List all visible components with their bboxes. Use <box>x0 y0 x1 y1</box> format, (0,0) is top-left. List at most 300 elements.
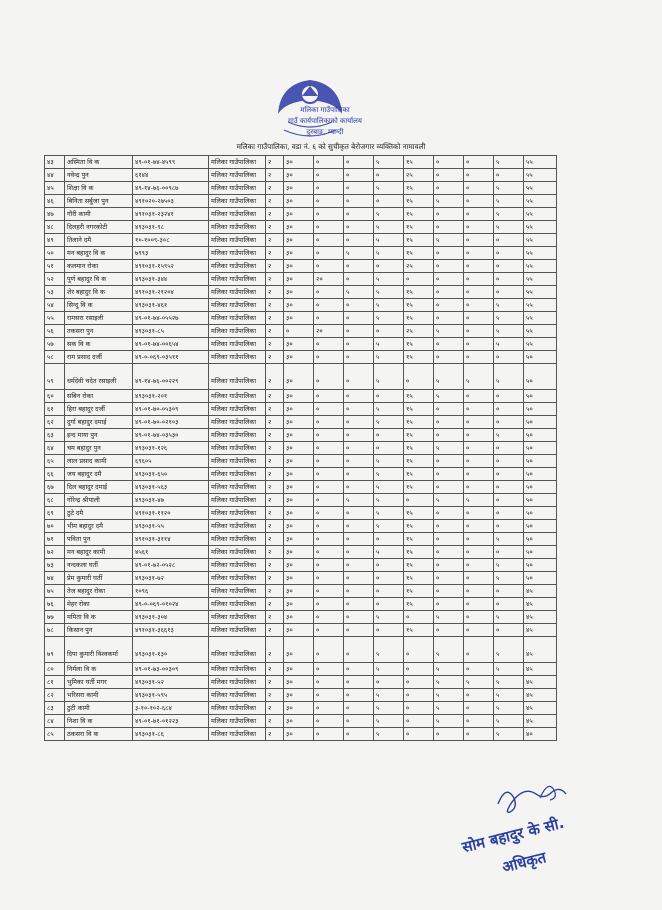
cell-score-g: ० <box>464 325 494 338</box>
cell-score-d: ५ <box>374 208 404 221</box>
cell-total: ५५ <box>524 247 557 260</box>
table-row <box>45 429 557 442</box>
cell-citizenship-no: ४९-०१-७२-०५२८ <box>133 559 209 572</box>
table-row <box>45 520 557 533</box>
cell-score-a: ३० <box>284 403 314 416</box>
cell-score-a: ३० <box>284 559 314 572</box>
cell-score-c: ० <box>344 234 374 247</box>
cell-municipality: मलिका गाउँपालिका <box>209 169 266 182</box>
cell-citizenship-no: ४९-०१-७४-०५५२७ <box>133 312 209 325</box>
cell-score-f: ० <box>434 351 464 364</box>
cell-score-b: ० <box>314 689 344 702</box>
cell-score-d: ५ <box>374 299 404 312</box>
cell-score-a: ३० <box>284 520 314 533</box>
cell-score-f: ० <box>434 208 464 221</box>
cell-municipality: मलिका गाउँपालिका <box>209 598 266 611</box>
cell-name: तिलाने दमै <box>65 234 133 247</box>
cell-ward: २ <box>266 481 284 494</box>
cell-total: ४५ <box>524 702 557 715</box>
cell-ward: २ <box>266 728 284 741</box>
cell-municipality: मलिका गाउँपालिका <box>209 520 266 533</box>
cell-citizenship-no: ४९-०१-७०-०२१०३ <box>133 416 209 429</box>
cell-score-h: ५ <box>494 572 524 585</box>
cell-ward: २ <box>266 260 284 273</box>
table-row <box>45 260 557 273</box>
cell-total: ५० <box>524 572 557 585</box>
cell-score-b: २० <box>314 325 344 338</box>
table-row <box>45 312 557 325</box>
cell-score-d: ५ <box>374 234 404 247</box>
cell-score-h: ५ <box>494 559 524 572</box>
cell-municipality: मलिका गाउँपालिका <box>209 689 266 702</box>
cell-score-f: ० <box>434 169 464 182</box>
cell-score-g: ० <box>464 260 494 273</box>
cell-score-e: १५ <box>404 247 434 260</box>
cell-score-f: ० <box>434 247 464 260</box>
table-row <box>45 481 557 494</box>
cell-score-d: ० <box>374 260 404 273</box>
cell-municipality: मलिका गाउँपालिका <box>209 468 266 481</box>
cell-name: धर्मदेवी चदेत रसाइली <box>65 364 133 390</box>
cell-sn: ७२ <box>45 546 65 559</box>
cell-score-a: ३० <box>284 728 314 741</box>
cell-ward: २ <box>266 195 284 208</box>
cell-score-c: ० <box>344 442 374 455</box>
signature-scribble <box>498 789 566 812</box>
cell-score-b: ० <box>314 195 344 208</box>
cell-score-c: ० <box>344 195 374 208</box>
cell-total: ५० <box>524 468 557 481</box>
cell-score-c: ० <box>344 611 374 624</box>
cell-citizenship-no: ४९-१४-७६-००२२९ <box>133 364 209 390</box>
cell-sn: ६७ <box>45 481 65 494</box>
cell-name: दिलहरी नगरकोटी <box>65 221 133 234</box>
cell-score-e: ० <box>404 273 434 286</box>
cell-sn: ६० <box>45 390 65 403</box>
cell-total: ५५ <box>524 312 557 325</box>
cell-municipality: मलिका गाउँपालिका <box>209 364 266 390</box>
cell-score-a: ३० <box>284 442 314 455</box>
cell-total: ४५ <box>524 663 557 676</box>
cell-score-f: ० <box>434 481 464 494</box>
cell-score-d: ५ <box>374 221 404 234</box>
cell-score-e: २५ <box>404 260 434 273</box>
table-row <box>45 351 557 364</box>
cell-name: दिल बहादुर दमाई <box>65 481 133 494</box>
cell-name: पविता पुन <box>65 533 133 546</box>
table-row <box>45 715 557 728</box>
cell-name: ठुटी कामी <box>65 702 133 715</box>
cell-total: ५० <box>524 390 557 403</box>
cell-score-h: ० <box>494 260 524 273</box>
cell-total: ५५ <box>524 208 557 221</box>
cell-score-f: ० <box>434 286 464 299</box>
cell-score-g: ० <box>464 312 494 325</box>
cell-total: ५० <box>524 351 557 364</box>
cell-name: मेहर रोका <box>65 598 133 611</box>
cell-score-f: ० <box>434 585 464 598</box>
table-row <box>45 364 557 390</box>
cell-score-h: ० <box>494 169 524 182</box>
cell-sn: ५६ <box>45 325 65 338</box>
cell-total: ५० <box>524 507 557 520</box>
cell-total: ५५ <box>524 156 557 169</box>
cell-ward: २ <box>266 390 284 403</box>
cell-score-c: ० <box>344 208 374 221</box>
cell-score-d: ० <box>374 572 404 585</box>
table-row <box>45 546 557 559</box>
table-row <box>45 325 557 338</box>
cell-score-c: ० <box>344 546 374 559</box>
cell-score-h: ५ <box>494 312 524 325</box>
cell-ward: २ <box>266 286 284 299</box>
cell-total: ५५ <box>524 338 557 351</box>
cell-total: ५० <box>524 559 557 572</box>
cell-score-b: ० <box>314 234 344 247</box>
cell-score-f: ५ <box>434 637 464 663</box>
cell-citizenship-no: ७९९३ <box>133 247 209 260</box>
cell-score-a: ३० <box>284 494 314 507</box>
cell-score-f: ० <box>434 221 464 234</box>
cell-score-e: १५ <box>404 546 434 559</box>
cell-score-f: ५ <box>434 234 464 247</box>
cell-score-c: ० <box>344 533 374 546</box>
cell-score-e: १५ <box>404 403 434 416</box>
cell-sn: ७७ <box>45 611 65 624</box>
cell-sn: ७८ <box>45 624 65 637</box>
cell-score-c: ० <box>344 585 374 598</box>
cell-score-g: ० <box>464 507 494 520</box>
cell-score-a: ३० <box>284 572 314 585</box>
cell-citizenship-no: ६१४४ <box>133 169 209 182</box>
cell-score-e: १५ <box>404 221 434 234</box>
cell-score-a: ३० <box>284 637 314 663</box>
seal-line-3: दुरबाङ, म्याग्दी <box>306 128 344 136</box>
cell-ward: २ <box>266 533 284 546</box>
cell-municipality: मलिका गाउँपालिका <box>209 325 266 338</box>
cell-score-c: ० <box>344 390 374 403</box>
cell-municipality: मलिका गाउँपालिका <box>209 624 266 637</box>
cell-score-g: ० <box>464 663 494 676</box>
cell-score-c: ० <box>344 312 374 325</box>
cell-score-e: १५ <box>404 507 434 520</box>
table-row <box>45 611 557 624</box>
cell-score-c: ० <box>344 403 374 416</box>
cell-score-d: ५ <box>374 416 404 429</box>
cell-score-e: १५ <box>404 572 434 585</box>
table-row <box>45 273 557 286</box>
table-row <box>45 585 557 598</box>
cell-name: निशा वि क <box>65 715 133 728</box>
cell-score-b: ० <box>314 559 344 572</box>
cell-score-g: ० <box>464 598 494 611</box>
cell-name: रामसरा रसाइली <box>65 312 133 325</box>
table-row <box>45 247 557 260</box>
cell-name: तकसरा पुन <box>65 325 133 338</box>
cell-score-b: ० <box>314 624 344 637</box>
cell-ward: २ <box>266 403 284 416</box>
cell-name: किसान पुन <box>65 624 133 637</box>
cell-score-f: ० <box>434 546 464 559</box>
cell-score-f: ० <box>434 520 464 533</box>
table-row <box>45 533 557 546</box>
cell-sn: ४८ <box>45 221 65 234</box>
cell-sn: ८० <box>45 663 65 676</box>
cell-score-d: ५ <box>374 702 404 715</box>
cell-sn: ५७ <box>45 338 65 351</box>
cell-score-f: ० <box>434 572 464 585</box>
table-row <box>45 728 557 741</box>
cell-score-c: ० <box>344 221 374 234</box>
cell-score-c: ० <box>344 351 374 364</box>
cell-score-b: ० <box>314 663 344 676</box>
cell-score-d: ० <box>374 598 404 611</box>
cell-score-a: ३० <box>284 195 314 208</box>
cell-ward: २ <box>266 507 284 520</box>
cell-municipality: मलिका गाउँपालिका <box>209 182 266 195</box>
cell-municipality: मलिका गाउँपालिका <box>209 507 266 520</box>
cell-score-b: ० <box>314 169 344 182</box>
cell-sn: ७३ <box>45 559 65 572</box>
cell-score-d: ५ <box>374 715 404 728</box>
cell-score-f: ५ <box>434 442 464 455</box>
cell-ward: २ <box>266 715 284 728</box>
table-row <box>45 455 557 468</box>
cell-ward: २ <box>266 156 284 169</box>
cell-score-e: १५ <box>404 429 434 442</box>
cell-municipality: मलिका गाउँपालिका <box>209 637 266 663</box>
cell-score-b: ० <box>314 585 344 598</box>
cell-score-g: ० <box>464 286 494 299</box>
cell-ward: २ <box>266 585 284 598</box>
cell-score-b: ० <box>314 572 344 585</box>
cell-score-f: ० <box>434 338 464 351</box>
cell-score-e: १५ <box>404 390 434 403</box>
cell-score-b: ० <box>314 533 344 546</box>
cell-score-g: ५ <box>464 364 494 390</box>
cell-score-h: ५ <box>494 663 524 676</box>
cell-score-a: ३० <box>284 208 314 221</box>
cell-score-h: ५ <box>494 221 524 234</box>
cell-total: ५५ <box>524 325 557 338</box>
cell-score-f: ५ <box>434 702 464 715</box>
cell-score-f: ० <box>434 273 464 286</box>
cell-score-b: ० <box>314 442 344 455</box>
cell-score-a: ३० <box>284 351 314 364</box>
cell-citizenship-no: ६९६०५ <box>133 455 209 468</box>
cell-score-h: ० <box>494 598 524 611</box>
cell-score-f: ० <box>434 403 464 416</box>
cell-score-c: ० <box>344 429 374 442</box>
cell-name: दुर्गा बहादुर दमाई <box>65 416 133 429</box>
cell-score-f: ५ <box>434 364 464 390</box>
table-row <box>45 286 557 299</box>
cell-score-c: ० <box>344 182 374 195</box>
cell-score-b: ० <box>314 403 344 416</box>
cell-ward: २ <box>266 520 284 533</box>
cell-score-a: ३० <box>284 364 314 390</box>
cell-score-d: ५ <box>374 663 404 676</box>
cell-municipality: मलिका गाउँपालिका <box>209 299 266 312</box>
cell-score-e: १५ <box>404 442 434 455</box>
cell-ward: २ <box>266 689 284 702</box>
cell-score-f: ० <box>434 507 464 520</box>
cell-name: बिनिता सर्बुजा पुन <box>65 195 133 208</box>
cell-score-a: ३० <box>284 299 314 312</box>
table-row <box>45 702 557 715</box>
cell-score-e: ० <box>404 728 434 741</box>
cell-score-e: ० <box>404 689 434 702</box>
cell-sn: ४५ <box>45 182 65 195</box>
cell-ward: २ <box>266 273 284 286</box>
cell-score-e: ० <box>404 611 434 624</box>
cell-sn: ५८ <box>45 351 65 364</box>
cell-score-e: १५ <box>404 286 434 299</box>
cell-total: ५० <box>524 429 557 442</box>
cell-name: लाल प्रसाद कामी <box>65 455 133 468</box>
table-row <box>45 390 557 403</box>
cell-score-d: ५ <box>374 286 404 299</box>
cell-score-e: १५ <box>404 182 434 195</box>
cell-score-h: ५ <box>494 195 524 208</box>
cell-ward: २ <box>266 611 284 624</box>
cell-sn: ६५ <box>45 455 65 468</box>
cell-score-f: ५ <box>434 611 464 624</box>
cell-ward: २ <box>266 572 284 585</box>
cell-score-g: ० <box>464 351 494 364</box>
cell-ward: २ <box>266 338 284 351</box>
table-row <box>45 637 557 663</box>
cell-score-a: ३० <box>284 455 314 468</box>
cell-score-h: ० <box>494 481 524 494</box>
cell-score-a: ३० <box>284 689 314 702</box>
table-row <box>45 221 557 234</box>
cell-citizenship-no: ४९-०१-७४-०३५३० <box>133 429 209 442</box>
cell-score-h: ५ <box>494 689 524 702</box>
cell-score-a: ३० <box>284 598 314 611</box>
cell-sn: ८१ <box>45 676 65 689</box>
cell-name: हिरा बहादुर दर्जी <box>65 403 133 416</box>
cell-municipality: मलिका गाउँपालिका <box>209 494 266 507</box>
cell-score-f: ५ <box>434 663 464 676</box>
cell-score-f: ० <box>434 624 464 637</box>
cell-sn: ८२ <box>45 689 65 702</box>
cell-citizenship-no: ४९-१४-७६-००९८७ <box>133 182 209 195</box>
cell-score-e: १५ <box>404 156 434 169</box>
cell-score-d: ० <box>374 585 404 598</box>
cell-score-a: ३० <box>284 663 314 676</box>
cell-total: ४५ <box>524 637 557 663</box>
cell-score-a: ३० <box>284 156 314 169</box>
cell-score-g: ० <box>464 273 494 286</box>
cell-municipality: मलिका गाउँपालिका <box>209 260 266 273</box>
cell-score-a: ३० <box>284 533 314 546</box>
table-row <box>45 416 557 429</box>
table-row <box>45 676 557 689</box>
cell-score-a: ३० <box>284 390 314 403</box>
cell-score-a: ३० <box>284 429 314 442</box>
cell-score-d: ५ <box>374 494 404 507</box>
cell-score-f: ० <box>434 559 464 572</box>
cell-ward: २ <box>266 702 284 715</box>
cell-score-b: ० <box>314 520 344 533</box>
table-row <box>45 169 557 182</box>
cell-name: प्रेम कुमारी घर्ती <box>65 572 133 585</box>
cell-ward: २ <box>266 494 284 507</box>
cell-name: तेज बहादुर रोका <box>65 585 133 598</box>
cell-municipality: मलिका गाउँपालिका <box>209 715 266 728</box>
cell-score-b: ० <box>314 429 344 442</box>
cell-score-f: ० <box>434 156 464 169</box>
cell-municipality: मलिका गाउँपालिका <box>209 390 266 403</box>
cell-total: ५५ <box>524 286 557 299</box>
cell-score-d: ५ <box>374 481 404 494</box>
cell-citizenship-no: ४९१०२०-२७५०३ <box>133 195 209 208</box>
cell-score-h: ५ <box>494 676 524 689</box>
cell-score-d: ५ <box>374 468 404 481</box>
cell-municipality: मलिका गाउँपालिका <box>209 221 266 234</box>
cell-total: ५० <box>524 442 557 455</box>
cell-score-b: ० <box>314 351 344 364</box>
cell-score-e: १५ <box>404 598 434 611</box>
cell-score-d: ५ <box>374 312 404 325</box>
cell-score-a: ३० <box>284 338 314 351</box>
cell-municipality: मलिका गाउँपालिका <box>209 416 266 429</box>
cell-score-b: ० <box>314 598 344 611</box>
cell-score-c: ० <box>344 260 374 273</box>
cell-citizenship-no: १०९६ <box>133 585 209 598</box>
cell-sn: ६८ <box>45 494 65 507</box>
cell-ward: २ <box>266 416 284 429</box>
cell-ward: २ <box>266 169 284 182</box>
cell-score-d: ० <box>374 195 404 208</box>
cell-score-b: ० <box>314 286 344 299</box>
cell-citizenship-no: ४९३०३१-१३० <box>133 637 209 663</box>
cell-total: ५५ <box>524 221 557 234</box>
cell-score-e: ० <box>404 494 434 507</box>
cell-score-h: ० <box>494 234 524 247</box>
cell-municipality: मलिका गाउँपालिका <box>209 403 266 416</box>
cell-score-h: ५ <box>494 299 524 312</box>
cell-score-g: ० <box>464 572 494 585</box>
table-row <box>45 663 557 676</box>
cell-score-e: ० <box>404 676 434 689</box>
cell-name: मन बहादुर कामी <box>65 546 133 559</box>
cell-score-d: ५ <box>374 728 404 741</box>
cell-score-b: ० <box>314 208 344 221</box>
cell-citizenship-no: ४९-०१-७३-००३०९ <box>133 663 209 676</box>
cell-citizenship-no: ४९-०१-७४-४५९९ <box>133 156 209 169</box>
cell-score-c: ० <box>344 468 374 481</box>
signatory-name: सोम बहादुर के सी. <box>460 813 566 857</box>
cell-score-g: ० <box>464 221 494 234</box>
cell-score-f: ० <box>434 182 464 195</box>
cell-sn: ५० <box>45 247 65 260</box>
cell-sn: ४४ <box>45 169 65 182</box>
cell-score-f: ० <box>434 429 464 442</box>
cell-citizenship-no: ३-१०-१०२-६८४ <box>133 702 209 715</box>
table-row <box>45 156 557 169</box>
cell-name: गोरेन्द्र श्रीपाली <box>65 494 133 507</box>
cell-score-g: ० <box>464 169 494 182</box>
cell-score-h: ० <box>494 416 524 429</box>
cell-citizenship-no: ४९३०३१-५६३ <box>133 481 209 494</box>
cell-total: ५५ <box>524 169 557 182</box>
cell-score-a: ३० <box>284 676 314 689</box>
table-row <box>45 299 557 312</box>
cell-score-e: १५ <box>404 195 434 208</box>
cell-score-d: ५ <box>374 637 404 663</box>
